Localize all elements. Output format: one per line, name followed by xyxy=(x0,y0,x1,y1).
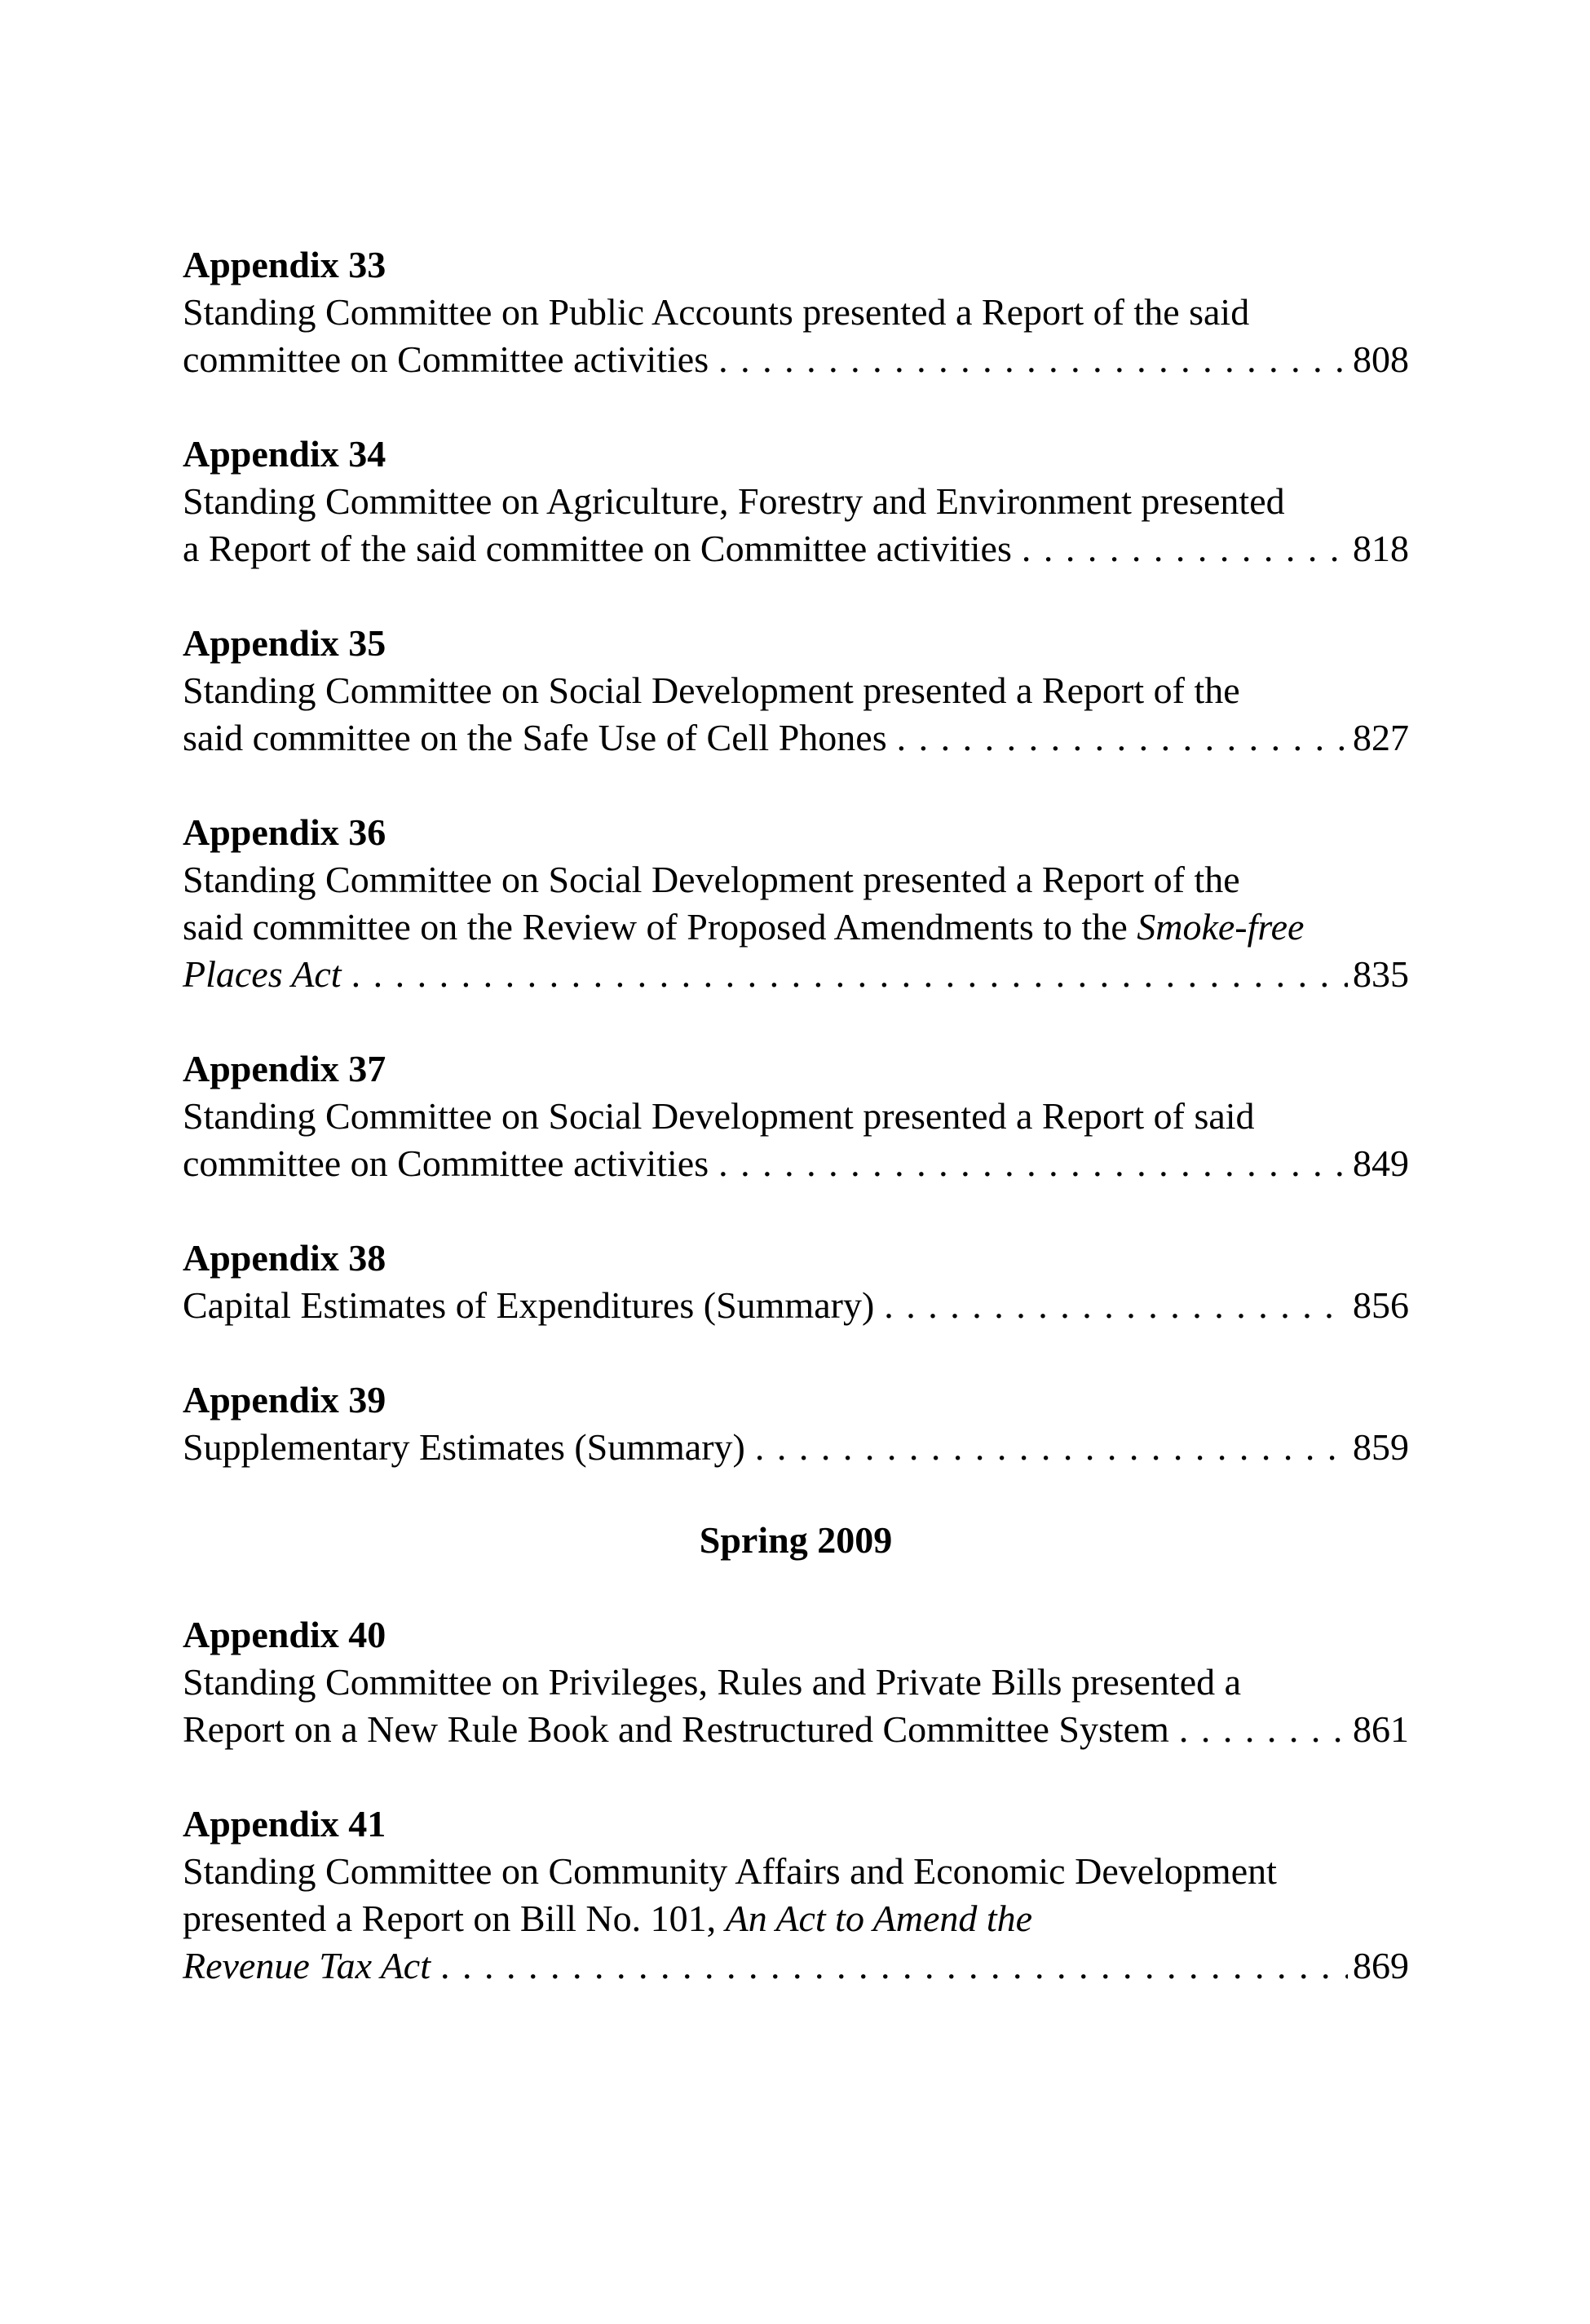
dot-leader xyxy=(755,1424,1348,1471)
entry-last-line xyxy=(183,1140,1409,1187)
dot-leader xyxy=(884,1282,1348,1329)
toc-entry-appendix-36 xyxy=(183,809,1409,998)
page-number: 869 xyxy=(1353,1945,1409,1986)
entry-text: Capital Estimates of Expenditures (Summary) xyxy=(183,1284,875,1326)
dot-leader xyxy=(1022,525,1348,572)
entry-text: a Report of the said committee on Committee activities xyxy=(183,528,1012,569)
dot-leader xyxy=(718,1140,1348,1187)
section-heading: Spring 2009 xyxy=(699,1519,893,1561)
entry-text-line xyxy=(183,1895,1409,1942)
page-number: 827 xyxy=(1353,717,1409,758)
entry-text-prefix: said committee on the Review of Proposed Amendments to the xyxy=(183,906,1137,948)
entry-text-line: Standing Committee on Privileges, Rules and Private Bills presented a xyxy=(183,1661,1242,1703)
act-title-italic: Smoke-free xyxy=(1137,906,1305,948)
page-number: 856 xyxy=(1353,1284,1409,1326)
entry-heading: Appendix 34 xyxy=(183,433,386,475)
toc-entry-appendix-38 xyxy=(183,1235,1409,1329)
entry-heading: Appendix 38 xyxy=(183,1237,386,1279)
entry-text: Places Act xyxy=(183,953,342,995)
entry-text-line: Standing Committee on Community Affairs and Economic Development xyxy=(183,1850,1277,1892)
entry-text: Supplementary Estimates (Summary) xyxy=(183,1426,745,1468)
toc-entry-appendix-41 xyxy=(183,1800,1409,1990)
entry-heading: Appendix 39 xyxy=(183,1379,386,1420)
entry-text: Report on a New Rule Book and Restructured Committee System xyxy=(183,1708,1169,1750)
toc-entry-appendix-37 xyxy=(183,1045,1409,1187)
page-number: 808 xyxy=(1353,338,1409,380)
dot-leader xyxy=(897,714,1348,762)
toc-entry-appendix-34 xyxy=(183,431,1409,572)
entry-heading: Appendix 36 xyxy=(183,811,386,853)
entry-text-line: Standing Committee on Social Development presented a Report of the xyxy=(183,669,1240,711)
entry-text: committee on Committee activities xyxy=(183,338,709,380)
page-number: 859 xyxy=(1353,1426,1409,1468)
entry-text-line: Standing Committee on Social Development presented a Report of said xyxy=(183,1095,1255,1137)
entry-heading: Appendix 35 xyxy=(183,622,386,664)
entry-heading: Appendix 41 xyxy=(183,1803,386,1845)
entry-last-line xyxy=(183,714,1409,762)
page-number: 861 xyxy=(1353,1708,1409,1750)
entry-text-line xyxy=(183,904,1409,951)
entry-text: Revenue Tax Act xyxy=(183,1945,431,1986)
dot-leader xyxy=(351,951,1348,998)
entry-last-line xyxy=(183,951,1409,998)
toc-entry-appendix-33 xyxy=(183,241,1409,383)
act-title-italic: An Act to Amend the xyxy=(725,1898,1033,1939)
dot-leader xyxy=(718,336,1348,383)
entry-text-prefix: presented a Report on Bill No. 101, xyxy=(183,1898,726,1939)
entry-text: said committee on the Safe Use of Cell Phones xyxy=(183,717,887,758)
entry-heading: Appendix 37 xyxy=(183,1048,386,1089)
entry-last-line xyxy=(183,1706,1409,1753)
entry-last-line xyxy=(183,336,1409,383)
dot-leader xyxy=(1179,1706,1348,1753)
page-number: 849 xyxy=(1353,1142,1409,1184)
entry-last-line xyxy=(183,1282,1409,1329)
table-of-contents xyxy=(183,241,1409,2037)
toc-entry-appendix-40 xyxy=(183,1611,1409,1753)
page-number: 818 xyxy=(1353,528,1409,569)
entry-last-line xyxy=(183,525,1409,572)
entry-last-line xyxy=(183,1424,1409,1471)
entry-text: committee on Committee activities xyxy=(183,1142,709,1184)
toc-entry-appendix-35 xyxy=(183,620,1409,762)
entry-heading: Appendix 33 xyxy=(183,244,386,285)
page-number: 835 xyxy=(1353,953,1409,995)
entry-text-line: Standing Committee on Social Development presented a Report of the xyxy=(183,859,1240,900)
entry-text-line: Standing Committee on Agriculture, Forestry and Environment presented xyxy=(183,480,1285,522)
entry-last-line xyxy=(183,1942,1409,1990)
entry-text-line: Standing Committee on Public Accounts presented a Report of the said xyxy=(183,291,1250,333)
dot-leader xyxy=(440,1942,1348,1990)
toc-entry-appendix-39 xyxy=(183,1376,1409,1471)
entry-heading: Appendix 40 xyxy=(183,1614,386,1655)
